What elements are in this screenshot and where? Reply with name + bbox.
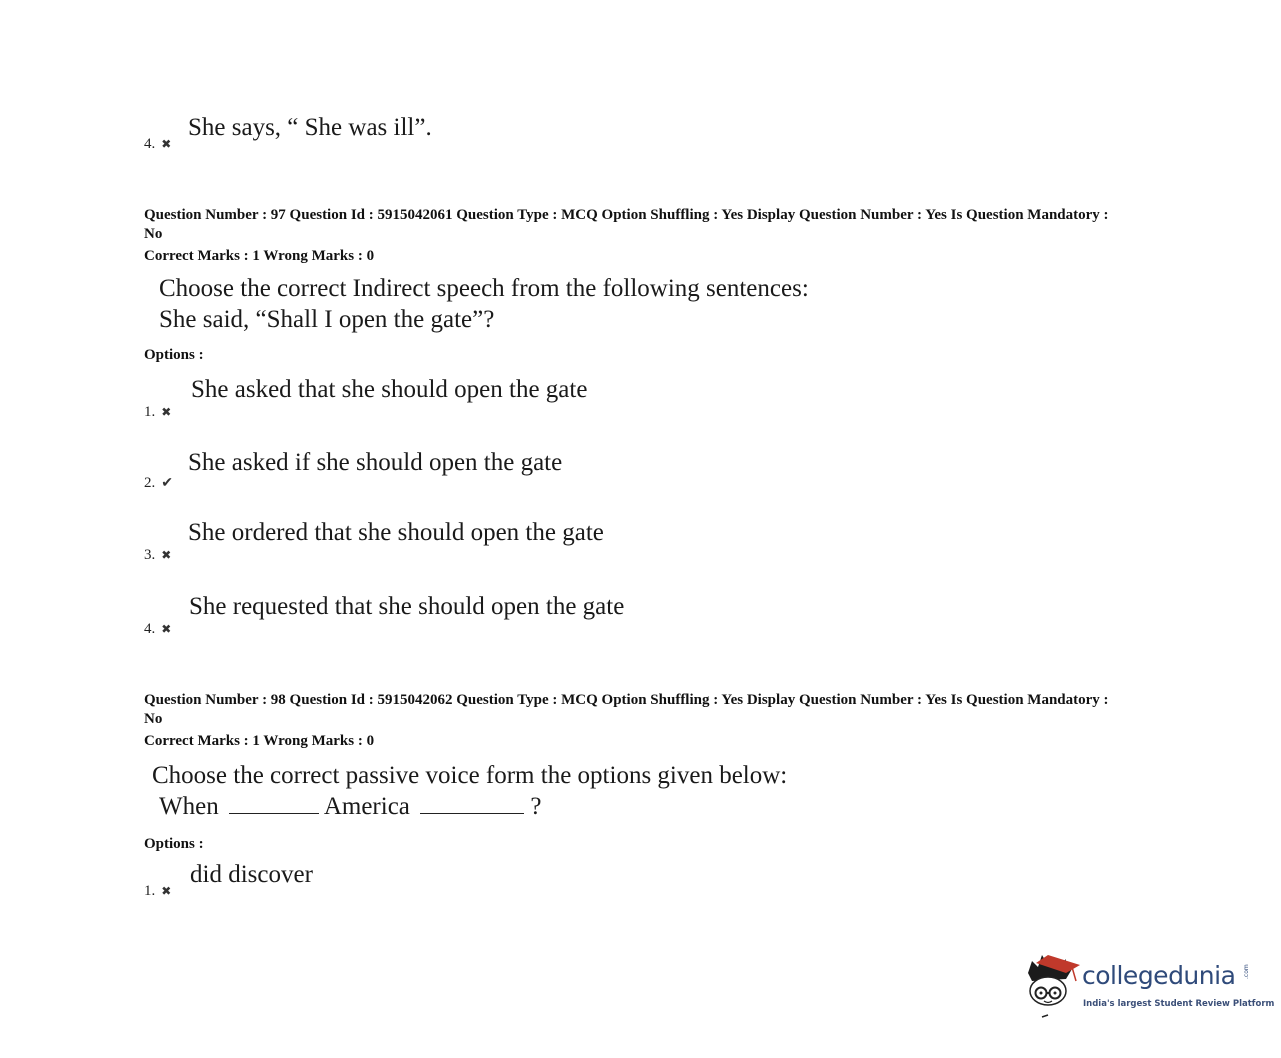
cross-icon: ✖ — [161, 137, 172, 151]
q98-options-label: Options : — [144, 836, 204, 852]
option-number: 4. — [144, 621, 156, 637]
mascot-icon — [1022, 951, 1082, 1021]
prev-option-4-text: She says, “ She was ill”. — [188, 114, 432, 141]
logo-suffix: .com — [1243, 964, 1250, 979]
prev-option-4-marker — [144, 136, 171, 153]
option-number: 3. — [144, 547, 156, 563]
q97-option-4-marker — [144, 621, 171, 638]
check-icon: ✔ — [161, 476, 173, 491]
logo-tagline: India's largest Student Review Platform — [1083, 999, 1275, 1009]
logo-wordmark: collegedunia — [1082, 961, 1236, 990]
q97-marks: Correct Marks : 1 Wrong Marks : 0 — [144, 248, 375, 264]
q98-word-america: America — [323, 793, 410, 820]
q97-option-3-text: She ordered that she should open the gate — [188, 519, 604, 546]
option-number: 1. — [144, 404, 156, 420]
q98-marks: Correct Marks : 1 Wrong Marks : 0 — [144, 733, 375, 749]
q98-question-line2 — [159, 791, 542, 822]
blank-line — [229, 791, 319, 814]
cross-icon: ✖ — [161, 622, 172, 636]
q97-option-1-marker — [144, 404, 171, 421]
q97-option-3-marker — [144, 547, 171, 564]
q97-options-label: Options : — [144, 347, 204, 363]
q98-option-1-marker — [144, 883, 171, 900]
q97-option-2-text: She asked if she should open the gate — [188, 449, 563, 476]
q98-option-1-text: did discover — [190, 861, 313, 888]
option-number: 1. — [144, 883, 156, 899]
q98-meta: Question Number : 98 Question Id : 5915042062 Question Type : MCQ Option Shuffling : Yes Display Question Number : Yes Is Question Mandatory : No — [144, 692, 1109, 727]
cross-icon: ✖ — [161, 884, 172, 898]
q98-question-mark: ? — [530, 793, 542, 820]
q97-question-line1: Choose the correct Indirect speech from the following sentences: — [159, 275, 809, 302]
cross-icon: ✖ — [161, 548, 172, 562]
cross-icon: ✖ — [161, 405, 172, 419]
option-number: 4. — [144, 136, 156, 152]
option-number: 2. — [144, 475, 156, 491]
q97-option-4-text: She requested that she should open the gate — [189, 593, 625, 620]
q97-question-line2: She said, “Shall I open the gate”? — [159, 306, 495, 333]
q97-meta: Question Number : 97 Question Id : 5915042061 Question Type : MCQ Option Shuffling : Yes Display Question Number : Yes Is Question Mandatory : No — [144, 207, 1109, 242]
q97-option-2-marker — [144, 475, 173, 492]
blank-line — [420, 791, 524, 814]
q97-option-1-text: She asked that she should open the gate — [191, 376, 588, 403]
q98-word-when: When — [159, 793, 219, 820]
collegedunia-logo — [1022, 951, 1275, 1021]
q98-question-line1: Choose the correct passive voice form the options given below: — [152, 762, 788, 789]
